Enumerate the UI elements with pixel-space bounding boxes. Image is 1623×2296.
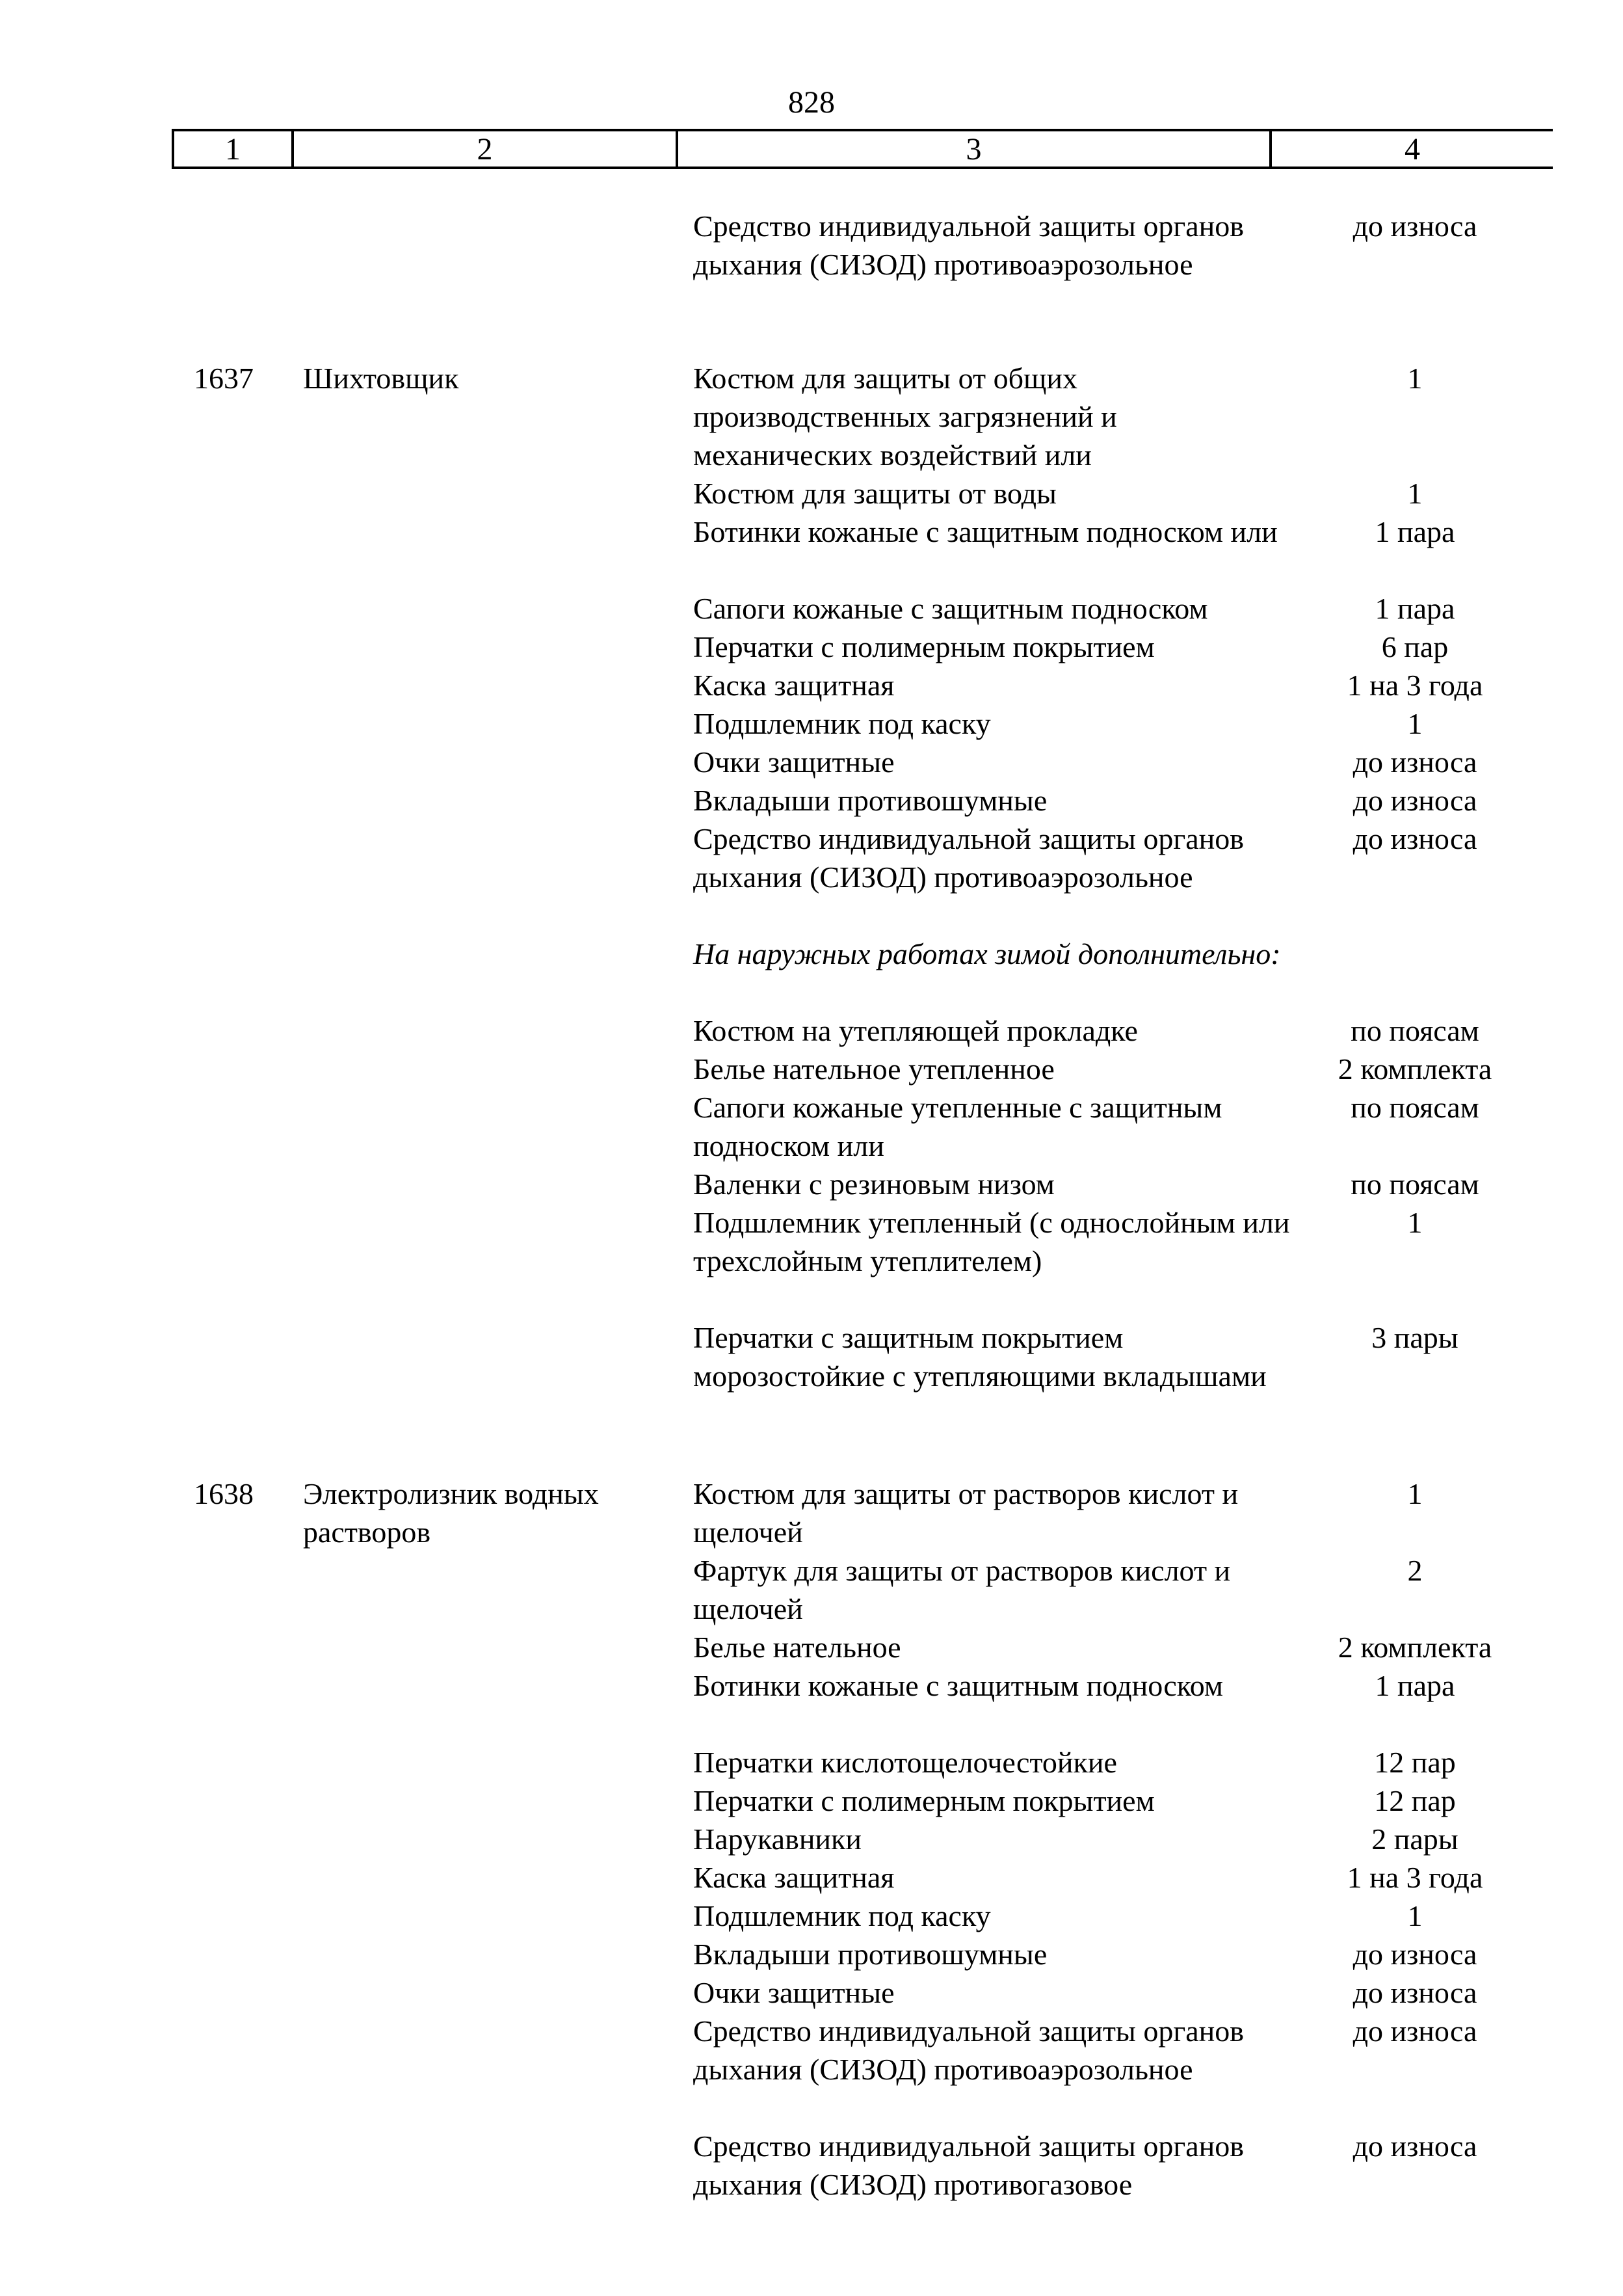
item-name: Вкладыши противошумные	[693, 1938, 1048, 1971]
item-name: Фартук для защиты от растворов кислот и щелочей	[693, 1554, 1231, 1625]
row-number: 1637	[194, 362, 254, 395]
item-quantity: 1 пара	[1375, 515, 1455, 548]
item-quantity: до износа	[1352, 209, 1477, 243]
item-quantity: 1	[1407, 707, 1423, 740]
item-quantity: 1	[1407, 1477, 1423, 1510]
item-quantity: до износа	[1352, 822, 1477, 855]
item-name: Ботинки кожаные с защитным подноском или	[693, 515, 1278, 548]
item-quantity: 1 пара	[1375, 592, 1455, 625]
item-name: Перчатки кислотощелочестойкие	[693, 1746, 1117, 1779]
item-quantity: до износа	[1352, 745, 1477, 779]
item-quantity: 1 пара	[1375, 1669, 1455, 1702]
column-header-2: 2	[294, 131, 678, 167]
item-name: Белье нательное утепленное	[693, 1052, 1055, 1086]
item-name: Костюм на утепляющей прокладке	[693, 1014, 1138, 1047]
item-name: Очки защитные	[693, 1976, 895, 2009]
column-header-4: 4	[1405, 131, 1420, 167]
column-header-3: 3	[678, 131, 1272, 167]
item-name: Подшлемник под каску	[693, 1899, 991, 1932]
item-name: Вкладыши противошумные	[693, 784, 1048, 817]
item-quantity: 2	[1407, 1554, 1423, 1587]
item-name: Перчатки с защитным покрытием морозостойкие с утепляющими вкладышами	[693, 1321, 1267, 1393]
item-quantity: по поясам	[1351, 1168, 1479, 1201]
item-name: Белье нательное	[693, 1631, 901, 1664]
item-name: Каска защитная	[693, 669, 895, 702]
item-name: Перчатки с полимерным покрытием	[693, 1784, 1155, 1817]
column-header-row	[172, 129, 1553, 169]
item-name: Подшлемник под каску	[693, 707, 991, 740]
item-name: Средство индивидуальной защиты органов дыхания (СИЗОД) противоаэрозольное	[693, 822, 1244, 894]
item-quantity: по поясам	[1351, 1014, 1479, 1047]
item-quantity: 12 пар	[1374, 1746, 1456, 1779]
item-name: Валенки с резиновым низом	[693, 1168, 1055, 1201]
item-quantity: 2 комплекта	[1338, 1052, 1492, 1086]
row-number: 1638	[194, 1477, 254, 1510]
item-name: Сапоги кожаные утепленные с защитным подноском или	[693, 1091, 1222, 1162]
profession-name: Электролизник водных растворов	[303, 1477, 599, 1549]
item-quantity: 2 пары	[1371, 1822, 1458, 1856]
item-quantity: 12 пар	[1374, 1784, 1456, 1817]
item-quantity: 6 пар	[1381, 630, 1449, 663]
item-name: Костюм для защиты от общих производственных загрязнений и механических воздействий или	[693, 362, 1117, 472]
item-name: Подшлемник утепленный (с однослойным или трехслойным утеплителем)	[693, 1206, 1290, 1277]
item-name: Каска защитная	[693, 1861, 895, 1894]
item-name: Сапоги кожаные с защитным подноском	[693, 592, 1208, 625]
item-name: Костюм для защиты от воды	[693, 477, 1057, 510]
item-name: Средство индивидуальной защиты органов дыхания (СИЗОД) противоаэрозольное	[693, 2014, 1244, 2086]
item-quantity: 1	[1407, 1899, 1423, 1932]
item-name: Ботинки кожаные с защитным подноском	[693, 1669, 1224, 1702]
item-quantity: по поясам	[1351, 1091, 1479, 1124]
item-name: Средство индивидуальной защиты органов дыхания (СИЗОД) противоаэрозольное	[693, 209, 1244, 281]
item-quantity: 3 пары	[1371, 1321, 1458, 1354]
item-quantity: до износа	[1352, 784, 1477, 817]
item-quantity: 2 комплекта	[1338, 1631, 1492, 1664]
item-quantity: 1 на 3 года	[1347, 1861, 1483, 1894]
item-name: Очки защитные	[693, 745, 895, 779]
column-header-1: 1	[174, 131, 294, 167]
page-number: 828	[788, 85, 835, 120]
item-quantity: 1 на 3 года	[1347, 669, 1483, 702]
item-name: Нарукавники	[693, 1822, 862, 1856]
section-note: На наружных работах зимой дополнительно:	[693, 937, 1281, 970]
item-name: Перчатки с полимерным покрытием	[693, 630, 1155, 663]
item-quantity: 1	[1407, 1206, 1423, 1239]
item-quantity: до износа	[1352, 2014, 1477, 2048]
profession-name: Шихтовщик	[303, 362, 459, 395]
item-quantity: 1	[1407, 477, 1423, 510]
item-name: Костюм для защиты от растворов кислот и щелочей	[693, 1477, 1239, 1549]
item-quantity: до износа	[1352, 1976, 1477, 2009]
item-quantity: до износа	[1352, 2129, 1477, 2163]
item-quantity: 1	[1407, 362, 1423, 395]
item-name: Средство индивидуальной защиты органов дыхания (СИЗОД) противогазовое	[693, 2129, 1244, 2201]
item-quantity: до износа	[1352, 1938, 1477, 1971]
